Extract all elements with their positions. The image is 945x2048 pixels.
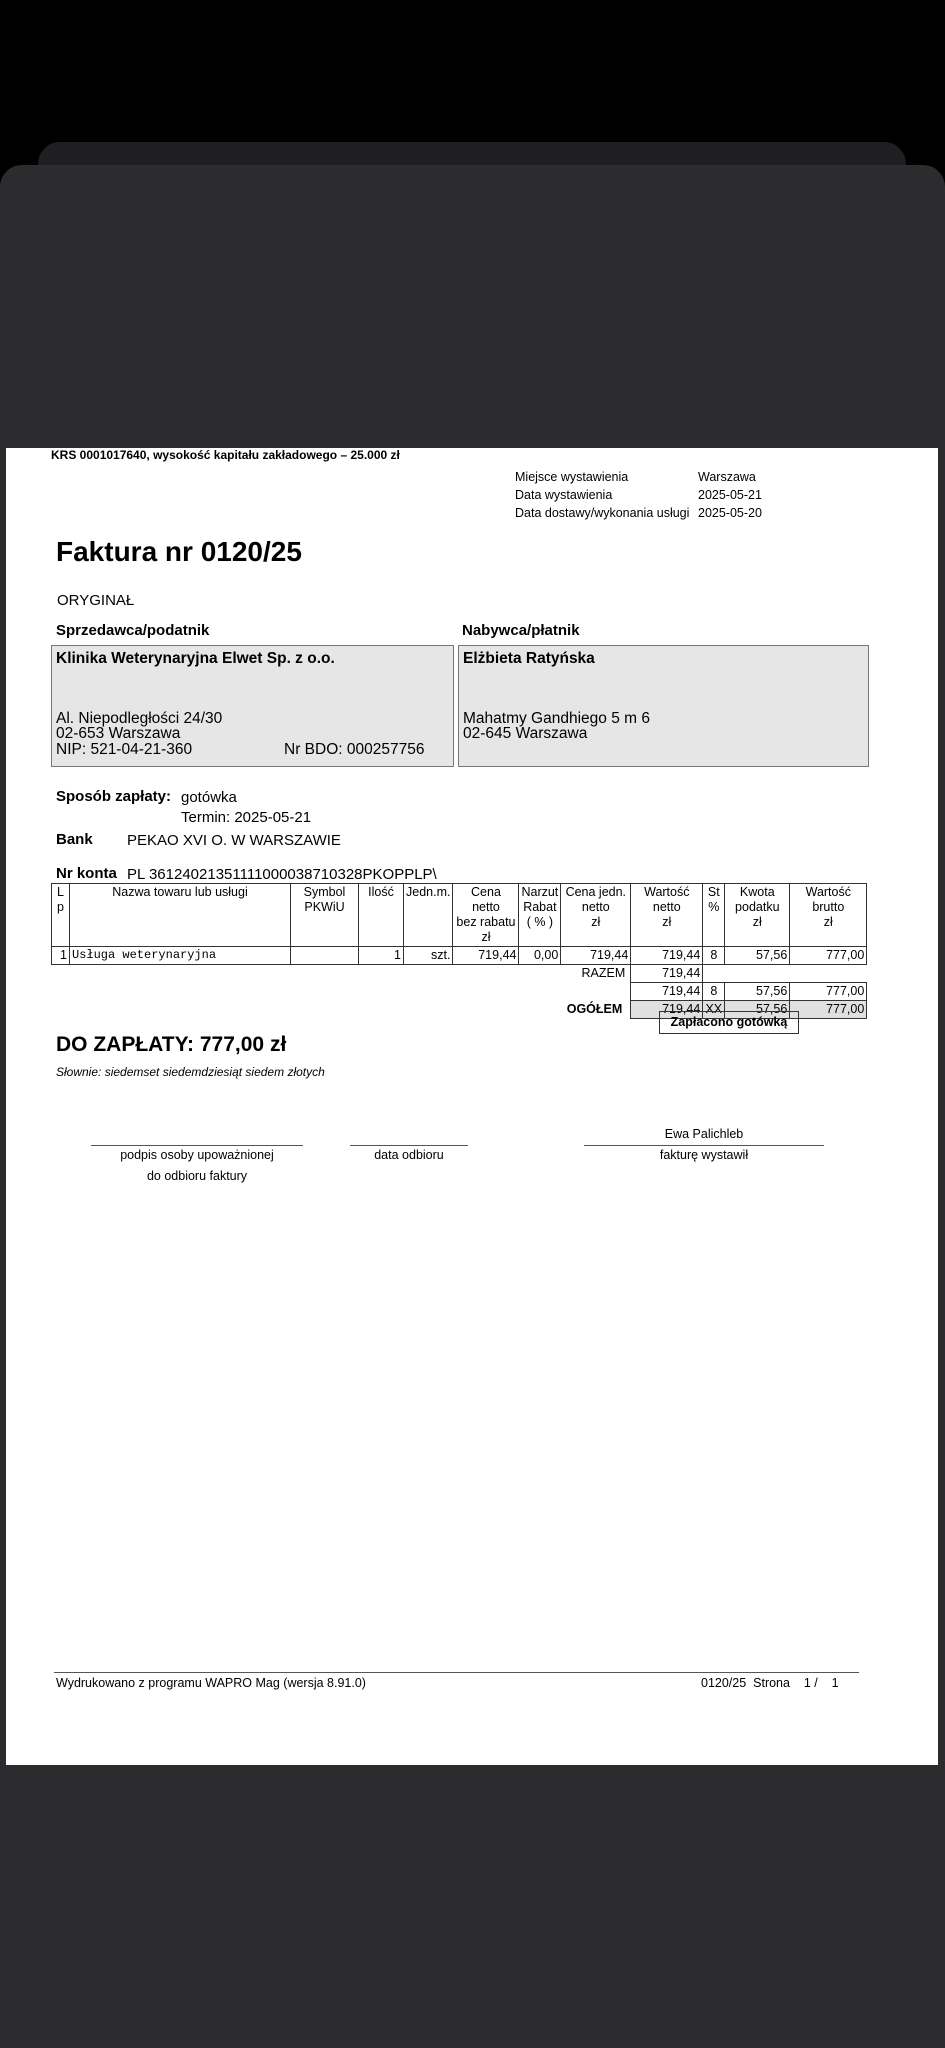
receiver-label-2: do odbioru faktury <box>146 1169 248 1183</box>
ogolem-gross: 777,00 <box>790 1001 867 1019</box>
seller-heading: Sprzedawca/podatnik <box>56 622 210 639</box>
bank-label: Bank <box>56 831 93 848</box>
header-vat-amount: Kwota podatku zł <box>725 884 790 947</box>
items-table <box>51 883 867 1019</box>
buyer-city: 02-645 Warszawa <box>463 725 588 742</box>
meta-label-delivery-date: Data dostawy/wykonania usługi <box>515 506 690 520</box>
invoice-title: Faktura nr 0120/25 <box>56 536 302 567</box>
row-vat-amount: 57,56 <box>725 947 790 965</box>
footer-divider <box>54 1672 859 1673</box>
row-lp: 1 <box>52 947 70 965</box>
buyer-heading: Nabywca/płatnik <box>462 622 580 639</box>
buyer-street: Mahatmy Gandhiego 5 m 6 <box>463 710 650 727</box>
issuer-label: fakturę wystawił <box>659 1148 749 1162</box>
signature-line-date <box>350 1145 468 1146</box>
seller-name: Klinika Weterynaryjna Elwet Sp. z o.o. <box>56 650 335 667</box>
payment-method-label: Sposób zapłaty: <box>56 788 172 805</box>
header-net-value: Wartość netto zł <box>631 884 703 947</box>
vat-line-gross: 777,00 <box>790 983 867 1001</box>
row-price-list: 719,44 <box>453 947 519 965</box>
header-pkwiu: Symbol PKWiU <box>291 884 359 947</box>
amount-due: DO ZAPŁATY: 777,00 zł <box>56 1033 287 1056</box>
row-pkwiu <box>291 947 359 965</box>
account-value: PL 36124021351111000038710328PKOPPLP\ <box>127 866 437 883</box>
razem-label: RAZEM <box>581 966 626 981</box>
razem-row <box>52 965 867 983</box>
bank-value: PEKAO XVI O. W WARSZAWIE <box>127 832 341 849</box>
seller-street: Al. Niepodległości 24/30 <box>56 710 223 727</box>
meta-label-issue-date: Data wystawienia <box>515 488 613 502</box>
row-discount: 0,00 <box>519 947 561 965</box>
ogolem-label: OGÓŁEM <box>52 1001 631 1019</box>
signature-line-receiver <box>91 1145 303 1146</box>
invoice-page <box>6 448 938 1765</box>
issuer-name: Ewa Palichleb <box>664 1127 744 1141</box>
row-unit-net: 719,44 <box>561 947 631 965</box>
date-label: data odbioru <box>374 1148 444 1162</box>
vat-line-vat: 57,56 <box>725 983 790 1001</box>
krs-line: KRS 0001017640, wysokość kapitału zakładowego – 25.000 zł <box>51 448 400 462</box>
table-header-row <box>52 884 867 947</box>
header-name: Nazwa towaru lub usługi <box>70 884 291 947</box>
vat-summary-row <box>52 983 867 1001</box>
header-vat-rate: St % <box>703 884 725 947</box>
razem-net: 719,44 <box>631 965 703 983</box>
row-name: Usługa weterynaryjna <box>70 947 291 965</box>
header-unit-net: Cena jedn. netto zł <box>561 884 631 947</box>
seller-box <box>51 645 454 767</box>
payment-term: Termin: 2025-05-21 <box>181 809 312 826</box>
ogolem-rate: XX <box>703 1001 725 1019</box>
signature-line-issuer <box>584 1145 824 1146</box>
vat-line-rate: 8 <box>703 983 725 1001</box>
buyer-box <box>458 645 869 767</box>
row-net-value: 719,44 <box>631 947 703 965</box>
header-unit: Jedn.m. <box>404 884 453 947</box>
meta-value-issue-date: 2025-05-21 <box>698 488 762 502</box>
header-price-list: Cena netto bez rabatu zł <box>453 884 519 947</box>
footer-page: 0120/25 Strona 1 / 1 <box>701 1676 839 1690</box>
meta-label-place: Miejsce wystawienia <box>515 470 629 484</box>
payment-method-value: gotówka <box>181 789 237 806</box>
header-lp: L p <box>52 884 70 947</box>
row-qty: 1 <box>359 947 404 965</box>
amount-words: Słownie: siedemset siedemdziesiąt siedem złotych <box>56 1065 325 1079</box>
vat-line-net: 719,44 <box>631 983 703 1001</box>
seller-city: 02-653 Warszawa <box>56 725 181 742</box>
receiver-label-1: podpis osoby upoważnionej <box>120 1148 274 1162</box>
header-qty: Ilość <box>359 884 404 947</box>
table-row <box>52 947 867 965</box>
ogolem-vat: 57,56 <box>725 1001 790 1019</box>
paid-note: Zapłacono gotówką <box>659 1011 799 1034</box>
row-vat-rate: 8 <box>703 947 725 965</box>
account-label: Nr konta <box>56 865 117 882</box>
header-gross-value: Wartość brutto zł <box>790 884 867 947</box>
meta-value-delivery-date: 2025-05-20 <box>698 506 762 520</box>
row-gross-value: 777,00 <box>790 947 867 965</box>
meta-value-place: Warszawa <box>698 470 756 484</box>
copy-type: ORYGINAŁ <box>57 592 135 609</box>
seller-bdo: Nr BDO: 000257756 <box>284 741 425 758</box>
seller-nip: NIP: 521-04-21-360 <box>56 741 193 758</box>
row-unit: szt. <box>404 947 453 965</box>
header-discount: Narzut Rabat ( % ) <box>519 884 561 947</box>
ogolem-net: 719,44 <box>631 1001 703 1019</box>
footer-program: Wydrukowano z programu WAPRO Mag (wersja 8.91.0) <box>56 1676 366 1690</box>
buyer-name: Elżbieta Ratyńska <box>463 650 595 667</box>
